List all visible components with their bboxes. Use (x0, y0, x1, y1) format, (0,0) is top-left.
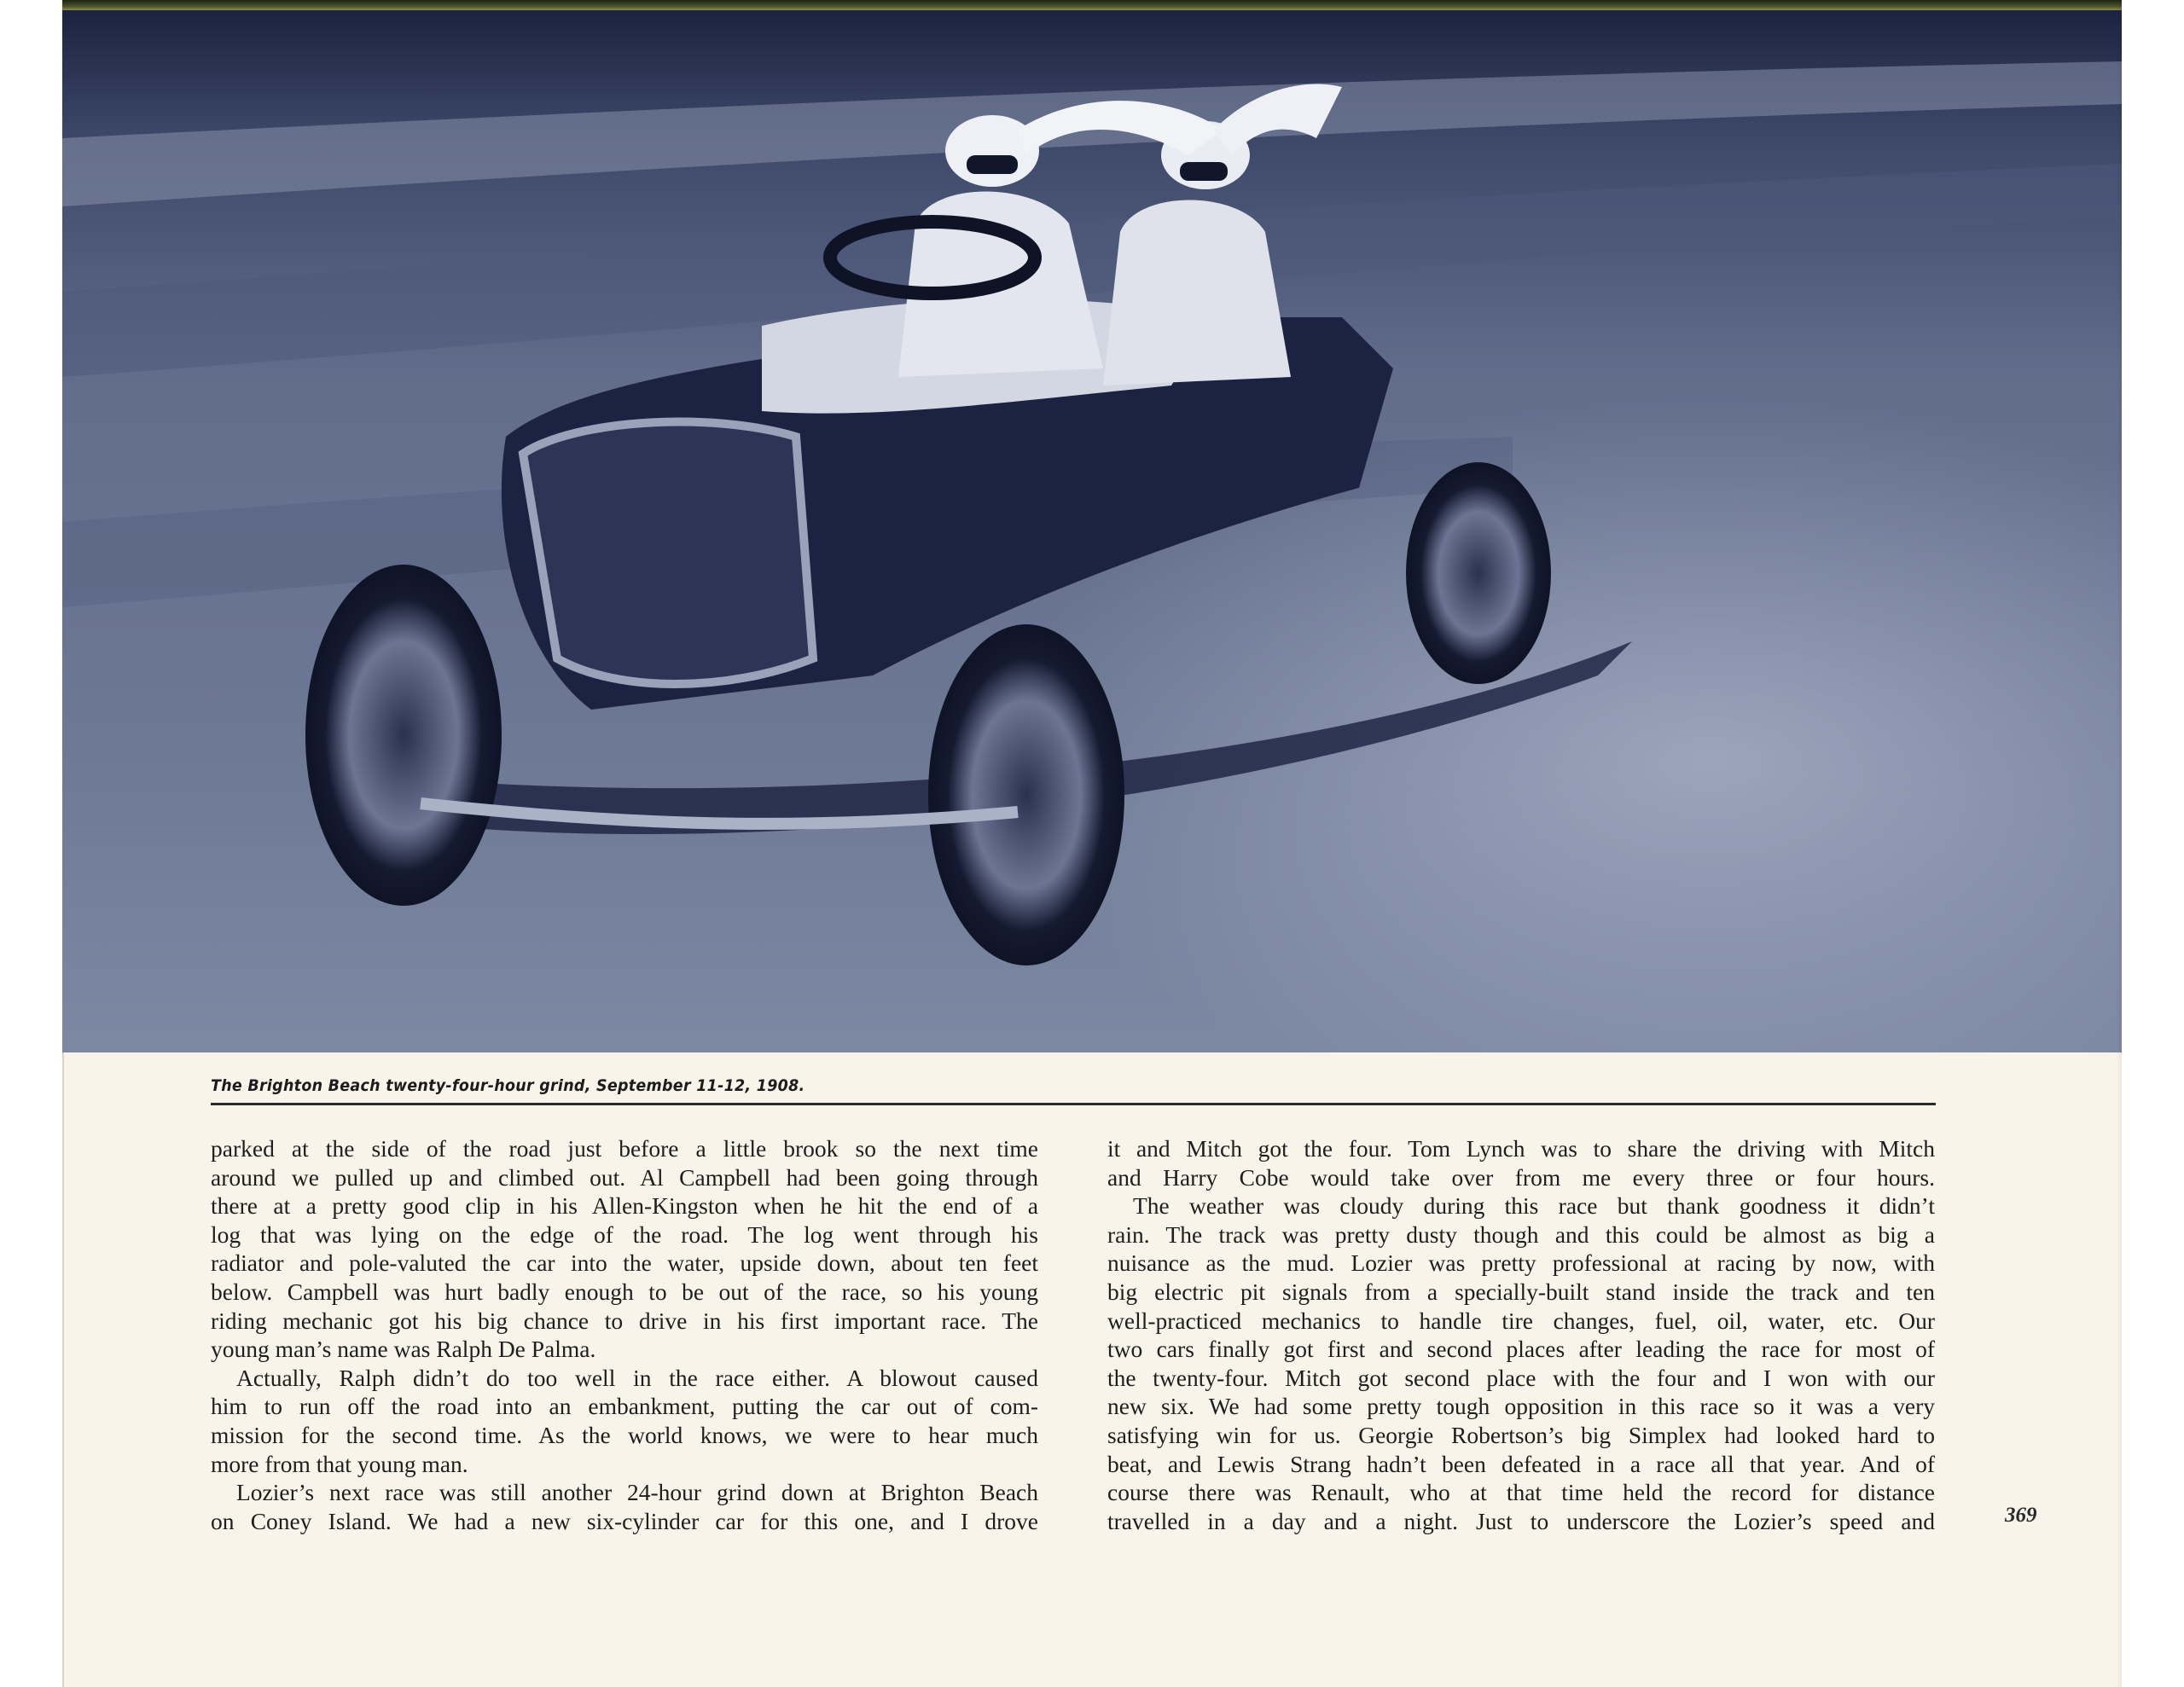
text-line: him to run off the road into an embankment, putting the car out of com- (211, 1393, 1038, 1420)
text-line: course there was Renault, who at that time held the record for distance (1107, 1479, 1935, 1506)
text-line: on Coney Island. We had a new six-cylinder car for this one, and I drove (211, 1507, 1038, 1534)
text-line: rain. The track was pretty dusty though and this could be almost as big a (1107, 1220, 1935, 1248)
text-line: well-practiced mechanics to handle tire changes, fuel, oil, water, etc. Our (1107, 1307, 1935, 1334)
photo-caption: The Brighton Beach twenty-four-hour grind, September 11-12, 1908. (211, 1076, 805, 1095)
text-line: mission for the second time. As the world knows, we were to hear much (211, 1421, 1038, 1448)
caption-rule (211, 1103, 1936, 1105)
race-car-photo (62, 10, 2122, 1052)
text-line: Actually, Ralph didn’t do too well in the race either. A blowout caused (236, 1364, 1038, 1391)
race-car-photo-illustration (62, 10, 2122, 1052)
text-line: big electric pit signals from a specially-built stand inside the track and ten (1107, 1278, 1935, 1305)
page-number: 369 (2005, 1504, 2037, 1527)
text-line: radiator and pole-valuted the car into the water, upside down, about ten feet (211, 1249, 1038, 1277)
text-line: The weather was cloudy during this race but thank goodness it didn’t (1133, 1192, 1935, 1220)
text-line: around we pulled up and climbed out. Al Campbell had been going through (211, 1163, 1038, 1191)
text-column-left (211, 1134, 1038, 1535)
text-line: new six. We had some pretty tough opposition in this race so it was a very (1107, 1393, 1935, 1420)
text-line: it and Mitch got the four. Tom Lynch was to share the driving with Mitch (1107, 1135, 1935, 1162)
text-line: the twenty-four. Mitch got second place with the four and I won with our (1107, 1364, 1935, 1391)
text-line: more from that young man. (211, 1450, 468, 1477)
page-top-edge (62, 0, 2122, 10)
text-line: parked at the side of the road just before a little brook so the next time (211, 1135, 1038, 1162)
text-line: riding mechanic got his big chance to drive in his first important race. The (211, 1307, 1038, 1334)
page-edge-shadow (2117, 0, 2122, 1687)
text-line: travelled in a day and a night. Just to underscore the Lozier’s speed and (1107, 1507, 1935, 1534)
text-line: and Harry Cobe would take over from me every three or four hours. (1107, 1163, 1935, 1191)
text-column-right (1107, 1134, 1935, 1535)
text-line: log that was lying on the edge of the road. The log went through his (211, 1220, 1038, 1248)
text-line: young man’s name was Ralph De Palma. (211, 1336, 596, 1363)
text-line: there at a pretty good clip in his Allen-Kingston when he hit the end of a (211, 1192, 1038, 1220)
text-line: below. Campbell was hurt badly enough to be out of the race, so his young (211, 1278, 1038, 1305)
text-line: beat, and Lewis Strang hadn’t been defeated in a race all that year. And of (1107, 1450, 1935, 1477)
text-line: nuisance as the mud. Lozier was pretty professional at racing by now, with (1107, 1249, 1935, 1277)
book-page (62, 0, 2122, 1687)
text-line: two cars finally got first and second places after leading the race for most of (1107, 1336, 1935, 1363)
text-line: Lozier’s next race was still another 24-hour grind down at Brighton Beach (236, 1479, 1038, 1506)
text-line: satisfying win for us. Georgie Robertson’s big Simplex had looked hard to (1107, 1421, 1935, 1448)
